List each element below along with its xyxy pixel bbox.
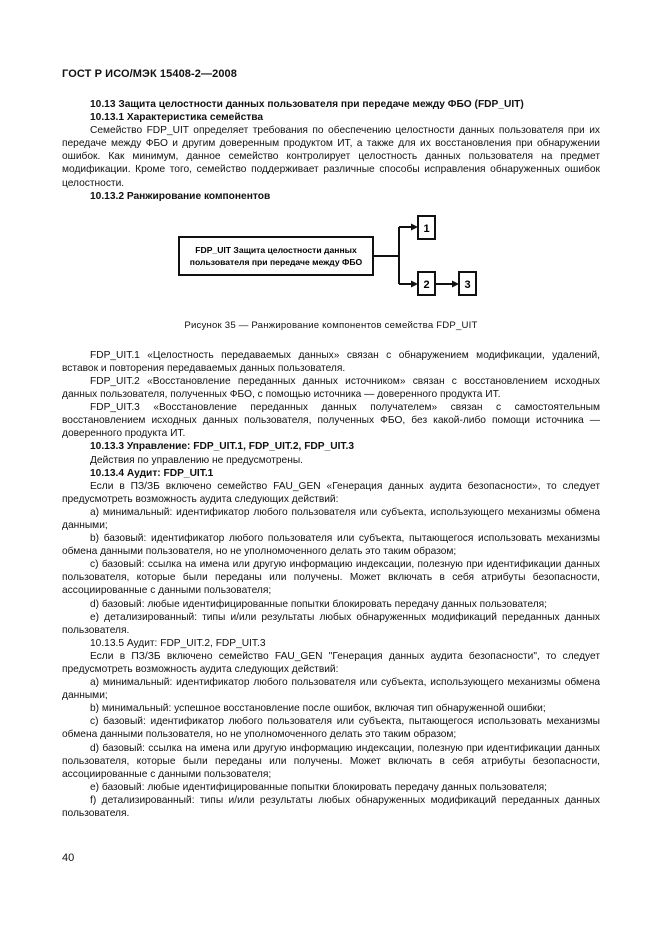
audit1-item: d) базовый: любые идентифицированные попытки блокировать передачу данных пользователя; xyxy=(90,598,547,610)
audit2-item: a) минимальный: идентификатор любого пользователя или субъекта, использующего механизмы обмена данными; xyxy=(62,677,600,702)
family-text: Семейство FDP_UIT определяет требования по обеспечению целостности данных пользователя при их передаче между ФБО и другим доверенным продуктом ИТ, а также для их восстановления при обнаружении ошибок. Как минимум, данное семейство контролирует целостность данных пользователя на предмет модификации. Кроме того, семейство поддерживает различные способы исправления обнаруженных ошибок целостности. xyxy=(62,125,600,189)
audit2-item: f) детализированный: типы и/или результаты любых обнаруженных модификаций переданных данных пользователя. xyxy=(62,794,600,820)
document-id-header: ГОСТ Р ИСО/МЭК 15408-2—2008 xyxy=(62,68,237,80)
family-box-label-line1: FDP_UIT Защита целостности данных xyxy=(195,244,357,255)
component-node-3-label: 3 xyxy=(464,278,471,291)
audit2-item: e) базовый: любые идентифицированные попытки блокировать передачу данных пользователя; xyxy=(90,781,547,793)
component-uit1-description: FDP_UIT.1 «Целостность передаваемых данных» связан с обнаружением модификации, удалений, вставок и повторения передаваемых данных пользователя. xyxy=(62,349,600,374)
component-node-2-label: 2 xyxy=(423,278,430,291)
ranking-diagram xyxy=(62,209,600,317)
audit2-heading: 10.13.5 Аудит: FDP_UIT.2, FDP_UIT.3 xyxy=(90,637,266,649)
ranking-heading: 10.13.2 Ранжирование компонентов xyxy=(90,190,271,202)
figure-caption: Рисунок 35 — Ранжирование компонентов семейства FDP_UIT xyxy=(184,319,478,331)
management-heading: 10.13.3 Управление: FDP_UIT.1, FDP_UIT.2, FDP_UIT.3 xyxy=(90,441,355,453)
arrow-to-2 xyxy=(411,280,418,287)
audit1-intro: Если в ПЗ/ЗБ включено семейство FAU_GEN «Генерация данных аудита безопасности», то следует предусмотреть возможность аудита следующих действий: xyxy=(62,480,600,505)
audit2-item: b) минимальный: успешное восстановление после ошибок, включая тип обнаруженной ошибки; xyxy=(90,703,546,715)
family-box xyxy=(179,237,373,275)
component-ranking-figure xyxy=(62,209,600,349)
audit1-heading: 10.13.4 Аудит: FDP_UIT.1 xyxy=(90,467,214,479)
family-heading: 10.13.1 Характеристика семейства xyxy=(90,112,264,124)
audit2-item: c) базовый: идентификатор любого пользователя или субъекта, пытающегося использовать механизмы обмена данными пользователя, но не уполномоченного делать это таким образом; xyxy=(62,716,600,741)
component-node-1-label: 1 xyxy=(423,222,430,235)
family-box-label-line2: пользователя при передаче между ФБО xyxy=(189,256,363,267)
audit2-intro: Если в ПЗ/ЗБ включено семейство FAU_GEN "Генерация данных аудита безопасности", то следует предусмотреть возможность аудита следующих действий: xyxy=(62,650,600,675)
component-uit3-description: FDP_UIT.3 «Восстановление переданных данных получателем» связан с самостоятельным восстановлением исходных данных пользователя, полученных ФБО, без какой-либо помощи источника — доверенного продукта ИТ. xyxy=(62,402,600,440)
page-number: 40 xyxy=(62,852,75,864)
audit1-item: b) базовый: идентификатор любого пользователя или субъекта, пытающегося использовать механизмы обмена данными пользователя, но не уполномоченного делать это таким образом; xyxy=(62,533,600,558)
page-content xyxy=(62,98,600,820)
arrow-to-3 xyxy=(452,280,459,287)
management-text: Действия по управлению не предусмотрены. xyxy=(90,454,303,466)
section-title: 10.13 Защита целостности данных пользователя при передаче между ФБО (FDP_UIT) xyxy=(90,99,524,110)
arrow-to-1 xyxy=(411,223,418,230)
audit1-item: e) детализированный: типы и/или результаты любых обнаруженных модификаций переданных данных пользователя. xyxy=(62,611,600,636)
audit2-item: d) базовый: ссылка на имена или другую информацию индексации, полезную при идентификации данных пользователя, которые были переданы или получены. Может включать в себя атрибуты безопасности, ассоциированные с данными пользователя; xyxy=(62,742,600,780)
audit1-item: a) минимальный: идентификатор любого пользователя или субъекта, использующего механизмы обмена данными; xyxy=(62,506,600,531)
component-uit2-description: FDP_UIT.2 «Восстановление переданных данных источником» связан с восстановлением исходных данных пользователя, полученных ФБО, с помощью источника — доверенного продукта ИТ. xyxy=(62,375,600,401)
audit1-item: c) базовый: ссылка на имена или другую информацию индексации, полезную при идентификации данных пользователя, которые были переданы или получены. Может включать в себя атрибуты безопасности, ассоциированные с данными пользователя; xyxy=(62,559,600,597)
